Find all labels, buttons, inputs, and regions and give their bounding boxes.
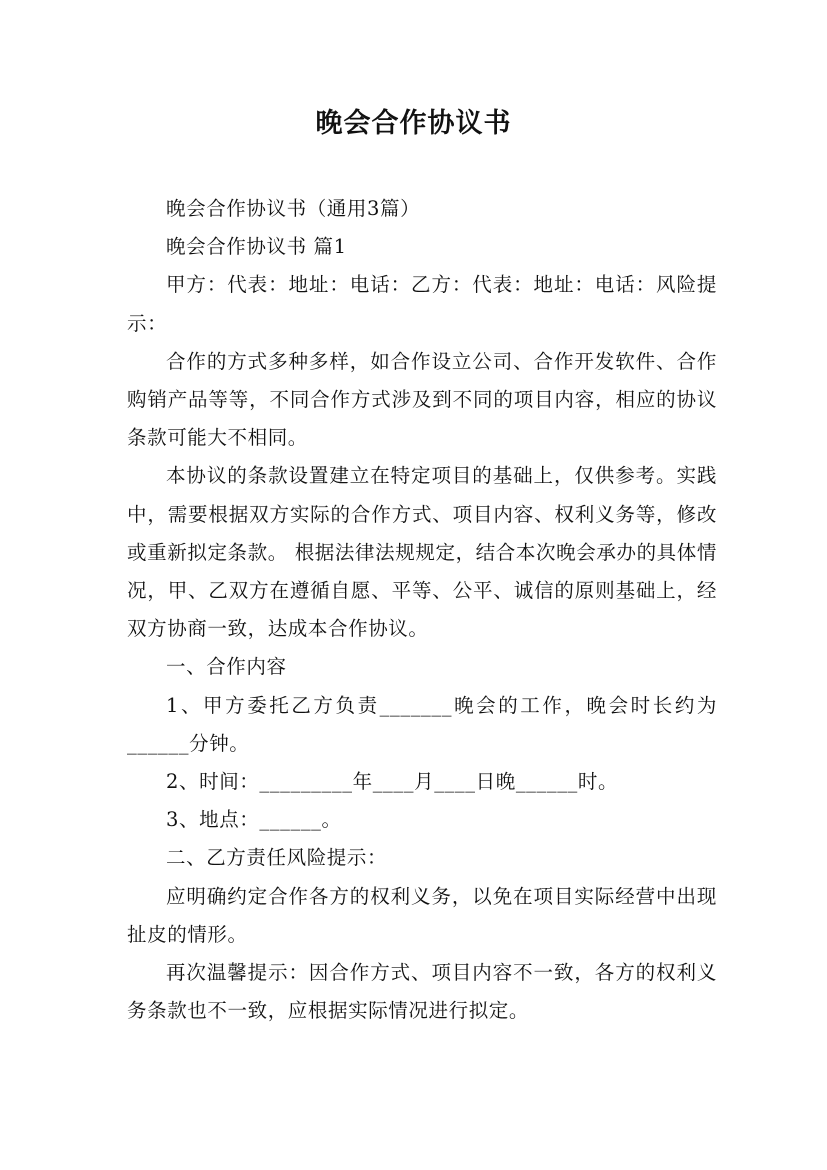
fill-blank: ______ [515,770,578,794]
fill-blank: _______ [379,693,453,717]
section-heading: 晚会合作协议书 篇1 [166,235,347,259]
reminder-paragraph: 再次温馨提示：因合作方式、项目内容不一致，各方的权利义务条款也不一致，应根据实际情况进行拟定。 [127,961,717,1023]
fill-blank: _________ [259,770,353,794]
cooperation-content-heading: 一、合作内容 [166,655,287,679]
fill-blank: ______ [127,731,190,755]
agreement-basis-paragraph: 本协议的条款设置建立在特定项目的基础上，仅供参考。实践中，需要根据双方实际的合作方式、项目内容、权利义务等，修改或重新拟定条款。 根据法律法规规定，结合本次晚会承办的具体情况，甲、乙双方在遵循自愿、平等、公平、诚信的原则基础上，经双方协商一致，达成本合作协议。 [127,464,717,641]
item-1-paragraph: 1、甲方委托乙方负责_______晚会的工作，晚会时长约为______分钟。 [127,693,717,755]
document-body [127,190,717,1030]
rights-obligations-paragraph: 应明确约定合作各方的权利义务，以免在项目实际经营中出现扯皮的情形。 [127,884,717,946]
item-3-paragraph: 3、地点：______。 [166,808,342,832]
fill-blank: ____ [434,770,476,794]
parties-paragraph: 甲方：代表：地址：电话：乙方：代表：地址：电话：风险提示： [127,273,717,335]
responsibility-heading: 二、乙方责任风险提示： [166,846,388,870]
item-2-paragraph: 2、时间：_________年____月____日晚______时。 [166,770,619,794]
document-title: 晚会合作协议书 [315,108,512,139]
fill-blank: ______ [259,808,322,832]
subtitle-paragraph: 晚会合作协议书（通用3篇） [166,197,421,220]
fill-blank: ____ [372,770,415,794]
cooperation-methods-paragraph: 合作的方式多种多样，如合作设立公司、合作开发软件、合作购销产品等等，不同合作方式涉及到不同的项目内容，相应的协议条款可能大不相同。 [127,349,717,450]
